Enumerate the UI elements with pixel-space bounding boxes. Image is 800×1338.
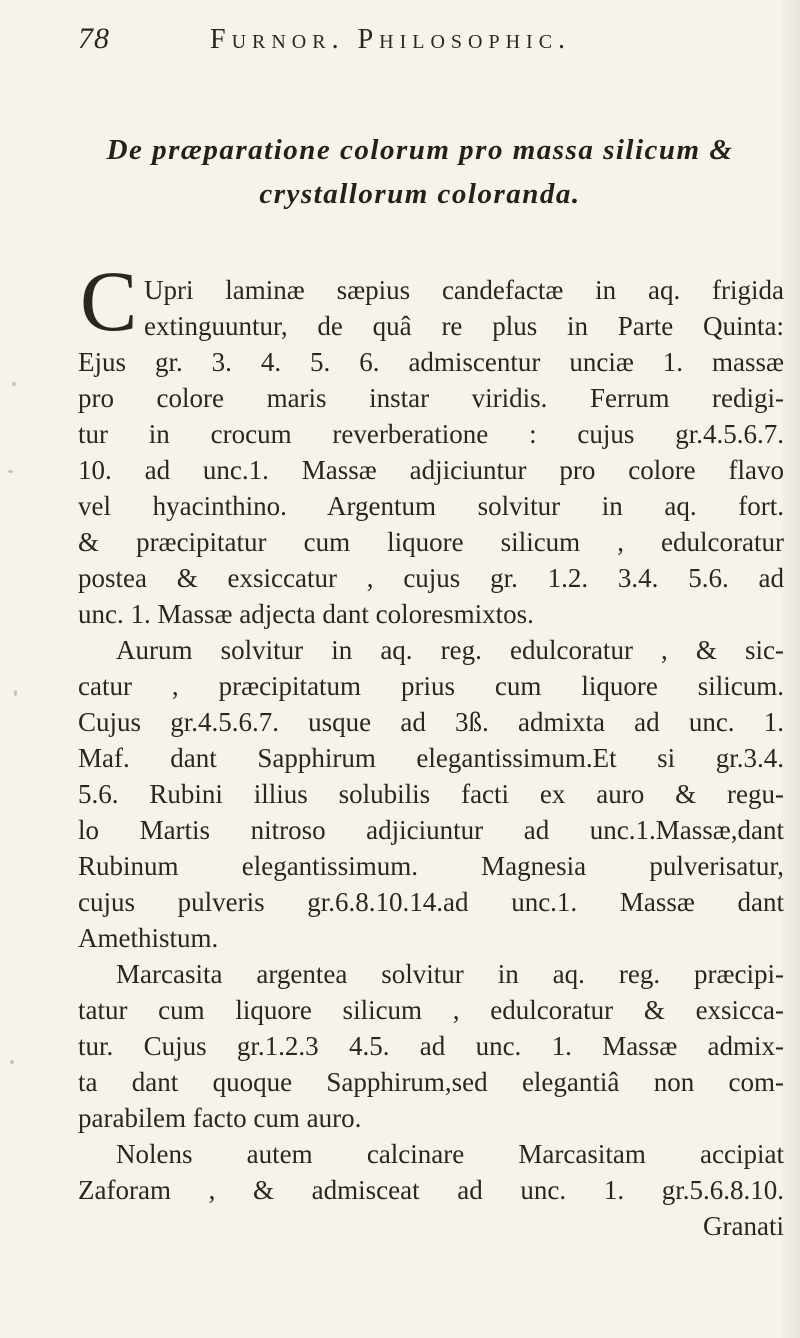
text-line: ta dant quoque Sapphirum,sed elegantiâ non com- (78, 1067, 784, 1097)
catchword: Granati (703, 1211, 784, 1241)
drop-cap: C (80, 253, 138, 349)
text-line: tatur cum liquore silicum , edulcoratur & exsicca- (78, 995, 784, 1025)
text-line: 5.6. Rubini illius solubilis facti ex auro & regu- (78, 779, 784, 809)
text-line: parabilem facto cum auro. (78, 1103, 362, 1133)
text-line: pro colore maris instar viridis. Ferrum redigi- (78, 383, 784, 413)
text-line: extinguuntur, de quâ re plus in Parte Quinta: (144, 311, 784, 341)
text-line: Nolens autem calcinare Marcasitam accipiat (116, 1139, 784, 1169)
paper-speck (8, 470, 13, 473)
text-line: Upri laminæ sæpius candefactæ in aq. frigida (144, 275, 784, 305)
paper-speck (10, 1060, 14, 1064)
text-line: postea & exsiccatur , cujus gr. 1.2. 3.4. 5.6. ad (78, 563, 784, 593)
text-line: catur , præcipitatum prius cum liquore silicum. (78, 671, 784, 701)
section-heading-line: De præparatione colorum pro massa silicum & (106, 134, 734, 166)
text-line: Amethistum. (78, 923, 219, 953)
text-line: vel hyacinthino. Argentum solvitur in aq. fort. (78, 491, 784, 521)
section-heading (60, 128, 780, 216)
paper-speck (12, 382, 16, 386)
text-line: tur. Cujus gr.1.2.3 4.5. ad unc. 1. Massæ admix- (78, 1031, 784, 1061)
text-line: unc. 1. Massæ adjecta dant coloresmixtos. (78, 599, 534, 629)
text-line: Zaforam , & admisceat ad unc. 1. gr.5.6.8.10. (78, 1175, 784, 1205)
text-line: Ejus gr. 3. 4. 5. 6. admiscentur unciæ 1. massæ (78, 347, 784, 377)
running-head (78, 22, 758, 62)
running-title: Furnor. Philosophic. (210, 24, 572, 55)
text-line: Maf. dant Sapphirum elegantissimum.Et si gr.3.4. (78, 743, 784, 773)
text-line: lo Martis nitroso adjiciuntur ad unc.1.Massæ,dant (78, 815, 784, 845)
page-edge (782, 0, 800, 1338)
paper-speck (14, 690, 17, 696)
text-line: tur in crocum reverberatione : cujus gr.4.5.6.7. (78, 419, 784, 449)
text-line: Rubinum elegantissimum. Magnesia pulverisatur, (78, 851, 784, 881)
page-number: 78 (78, 22, 110, 55)
text-line: cujus pulveris gr.6.8.10.14.ad unc.1. Massæ dant (78, 887, 784, 917)
text-line: 10. ad unc.1. Massæ adjiciuntur pro colore flavo (78, 455, 784, 485)
text-line: Marcasita argentea solvitur in aq. reg. præcipi- (116, 959, 784, 989)
text-line: Cujus gr.4.5.6.7. usque ad 3ß. admixta ad unc. 1. (78, 707, 784, 737)
text-line: & præcipitatur cum liquore silicum , edulcoratur (78, 527, 784, 557)
section-heading-line: crystallorum coloranda. (259, 178, 581, 210)
text-line: Aurum solvitur in aq. reg. edulcoratur , & sic- (116, 635, 784, 665)
